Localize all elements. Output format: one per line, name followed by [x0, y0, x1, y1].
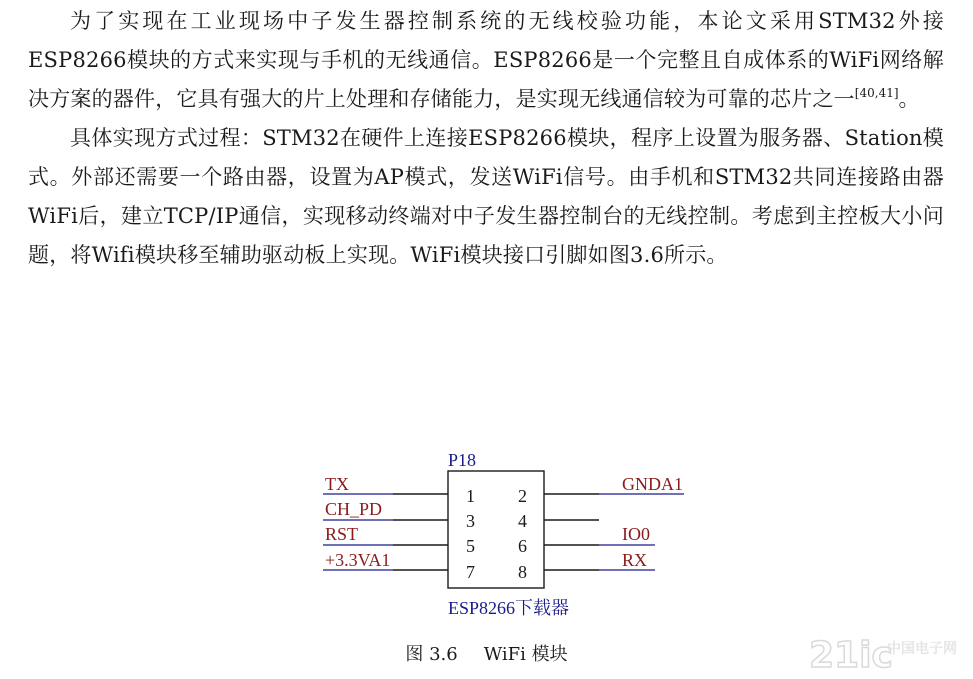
net-label-gnda1: GNDA1 [622, 474, 683, 494]
site-watermark [807, 629, 967, 675]
pin-number-7: 7 [466, 562, 475, 582]
pin-number-3: 3 [466, 511, 475, 531]
net-label-rx: RX [622, 550, 648, 570]
part-name-label: ESP8266下载器 [448, 598, 570, 618]
watermark-logo: 21ic [809, 635, 893, 675]
caption-number: 图 3.6 [405, 644, 458, 665]
pin-number-1: 1 [466, 486, 475, 506]
paragraph-1-end: 。 [898, 87, 920, 111]
net-label-rst: RST [325, 524, 359, 544]
net-label-tx: TX [325, 474, 349, 494]
pin-number-2: 2 [518, 486, 527, 506]
net-label-io0: IO0 [622, 524, 650, 544]
paragraph-2: 具体实现方式过程：STM32在硬件上连接ESP8266模块，程序上设置为服务器、Station模式。外部还需要一个路由器，设置为AP模式，发送WiFi信号。由手机和STM32共同连接路由器WiFi后，建立TCP/IP通信，实现移动终端对中子发生器控制台的无线控制。考虑到主控板大小问题，将Wifi模块移至辅助驱动板上实现。WiFi模块接口引脚如图3.6所示。 [28, 126, 944, 267]
pin-number-8: 8 [518, 562, 527, 582]
paragraph-1-text: 为了实现在工业现场中子发生器控制系统的无线校验功能，本论文采用STM32外接ESP8266模块的方式来实现与手机的无线通信。ESP8266是一个完整且自成体系的WiFi网络解决方案的器件，它具有强大的片上处理和存储能力，是实现无线通信较为可靠的芯片之一 [28, 9, 944, 111]
pin-number-4: 4 [518, 511, 527, 531]
designator-label: P18 [448, 450, 477, 470]
pin-number-6: 6 [518, 536, 527, 556]
citation-ref: [40,41] [854, 86, 899, 100]
watermark-subtitle: 中国电子网 [887, 641, 957, 657]
pin-number-5: 5 [466, 536, 475, 556]
caption-title: WiFi 模块 [483, 644, 568, 665]
connector-body [448, 471, 544, 588]
net-label-3v3: +3.3VA1 [325, 550, 391, 570]
net-label-ch-pd: CH_PD [325, 499, 383, 519]
